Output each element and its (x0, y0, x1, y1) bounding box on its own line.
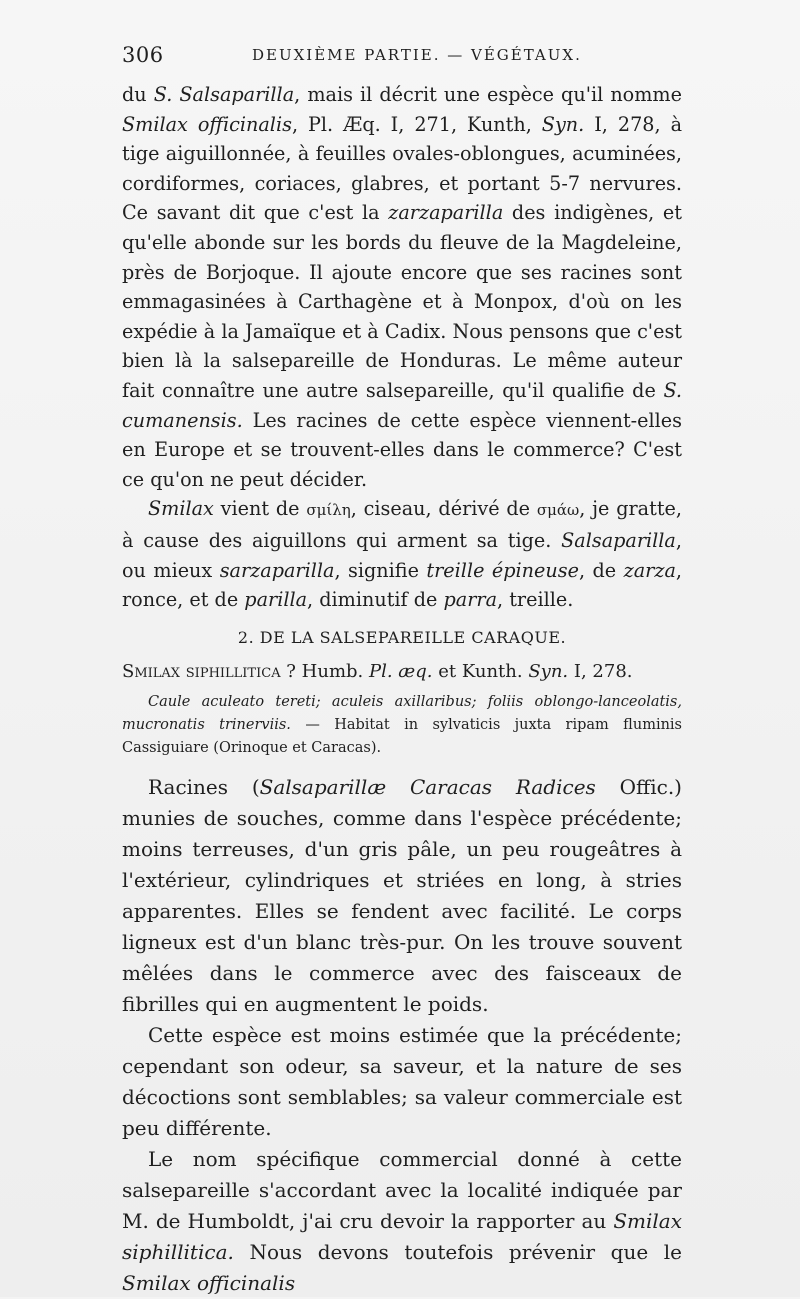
text-run: I, 278. (568, 660, 633, 682)
italic-run: Salsaparilla (561, 528, 676, 552)
text-run: , signifie (334, 558, 427, 582)
italic-run: treille épineuse (426, 558, 579, 582)
text-run: Nous devons toutefois prévenir que le (233, 1239, 682, 1264)
italic-run: Pl. æq. (369, 660, 433, 682)
italic-run: sarzaparilla (219, 558, 335, 582)
page-number: 306 (122, 43, 164, 67)
text-run: , diminutif de (307, 588, 444, 612)
text-run: vient de (213, 497, 307, 521)
section-heading: 2. DE LA SALSEPAREILLE CARAQUE. (237, 627, 567, 647)
synonymy-line (122, 659, 682, 685)
paragraph-continued (122, 80, 682, 494)
text-run: , ronce, et de (122, 558, 682, 612)
text-run: , ciseau, dérivé de (350, 497, 537, 521)
species-name: Smilax siphillitica (122, 660, 281, 682)
italic-run: parra (443, 588, 498, 612)
text-run: , mais il décrit une espèce qu'il nomme (294, 83, 682, 106)
page-body (122, 80, 682, 1299)
text-run: du (122, 83, 154, 106)
paragraph-etymology (122, 494, 682, 614)
italic-run: Smilax officinalis (122, 1270, 296, 1295)
italic-run: zarzaparilla (388, 201, 504, 225)
text-run: , je gratte, à cause des aiguillons qui arment sa tige. (122, 497, 682, 552)
text-run: , Pl. Æq. I, 271, Kunth, (291, 112, 542, 136)
italic-run: Syn. (541, 112, 585, 136)
italic-run: S. Salsaparilla (153, 83, 295, 106)
italic-run: Smilax (148, 497, 214, 521)
italic-run: Smilax officinalis (122, 112, 292, 136)
text-run: et Kunth. (432, 660, 529, 682)
greek-word: σμάω (536, 501, 580, 520)
text-run: , ou mieux (122, 528, 682, 582)
italic-run: S. cumanensis. (122, 378, 682, 432)
italic-run: Syn. (528, 660, 569, 682)
text-run: Le nom spécifique commercial donné à cette salsepareille s'accordant avec la localité indiquée par M. de Humboldt, j'ai cru devoir la rapporter au (122, 1146, 682, 1233)
running-header (122, 40, 682, 70)
paragraph-name (122, 1144, 682, 1299)
latin-diagnosis (122, 691, 682, 760)
text-run: Racines ( (148, 774, 260, 799)
italic-run: Salsaparillæ Caracas Radices (259, 774, 596, 799)
text-run: Les racines de cette espèce viennent-elles en Europe et se trouvent-elles dans le commerce? C'est ce qu'on ne peut décider. (122, 408, 682, 491)
paragraph-roots (122, 772, 682, 1020)
text-run: , de (578, 558, 624, 582)
text-run: — Habitat in sylvaticis juxta ripam fluminis Cassiguiare (Orinoque et Caracas). (122, 716, 682, 756)
italic-run: parilla (244, 588, 308, 612)
text-run: I, 278, à tige aiguillonnée, à feuilles ovales-oblongues, acuminées, cordiformes, coriaces, glabres, et portant 5-7 nervures. Ce savant dit que c'est la (122, 112, 683, 225)
text-run: Offic.) munies de souches, comme dans l'espèce précédente; moins terreuses, d'un gris pâle, un peu rougeâtres à l'extérieur, cylindriques et striées en long, à stries apparentes. Elles se fendent avec facilité. Le corps ligneux est d'un blanc très-pur. On les trouve souvent mêlées dans le commerce avec des faisceaux de fibrilles qui en augmentent le poids. (122, 774, 682, 1016)
italic-run: Smilax siphillitica. (122, 1208, 682, 1264)
italic-run: Caule aculeato tereti; aculeis axillaribus; foliis oblongo-lanceolatis, mucronatis trinerviis. (122, 693, 682, 733)
greek-word: σμίλη (306, 501, 351, 520)
paragraph-estimation: Cette espèce est moins estimée que la précédente; cependant son odeur, sa saveur, et la nature de ses décoctions sont semblables; sa valeur commerciale est peu différente. (122, 1022, 682, 1140)
running-title: DEUXIÈME PARTIE. — VÉGÉTAUX. (252, 46, 582, 64)
text-run: , treille. (497, 588, 574, 612)
text-run: des indigènes, et qu'elle abonde sur les bords du fleuve de la Magdeleine, près de Borjoque. Il ajoute encore que ses racines sont emmagasinées à Carthagène et à Monpox, d'où on les expédie à la Jamaïque et à Cadix. Nous pensons que c'est bien là la salsepareille de Honduras. Le même auteur fait connaître une autre salsepareille, qu'il qualifie de (122, 201, 682, 402)
italic-run: zarza (623, 558, 676, 582)
text-run: ? Humb. (280, 660, 369, 682)
